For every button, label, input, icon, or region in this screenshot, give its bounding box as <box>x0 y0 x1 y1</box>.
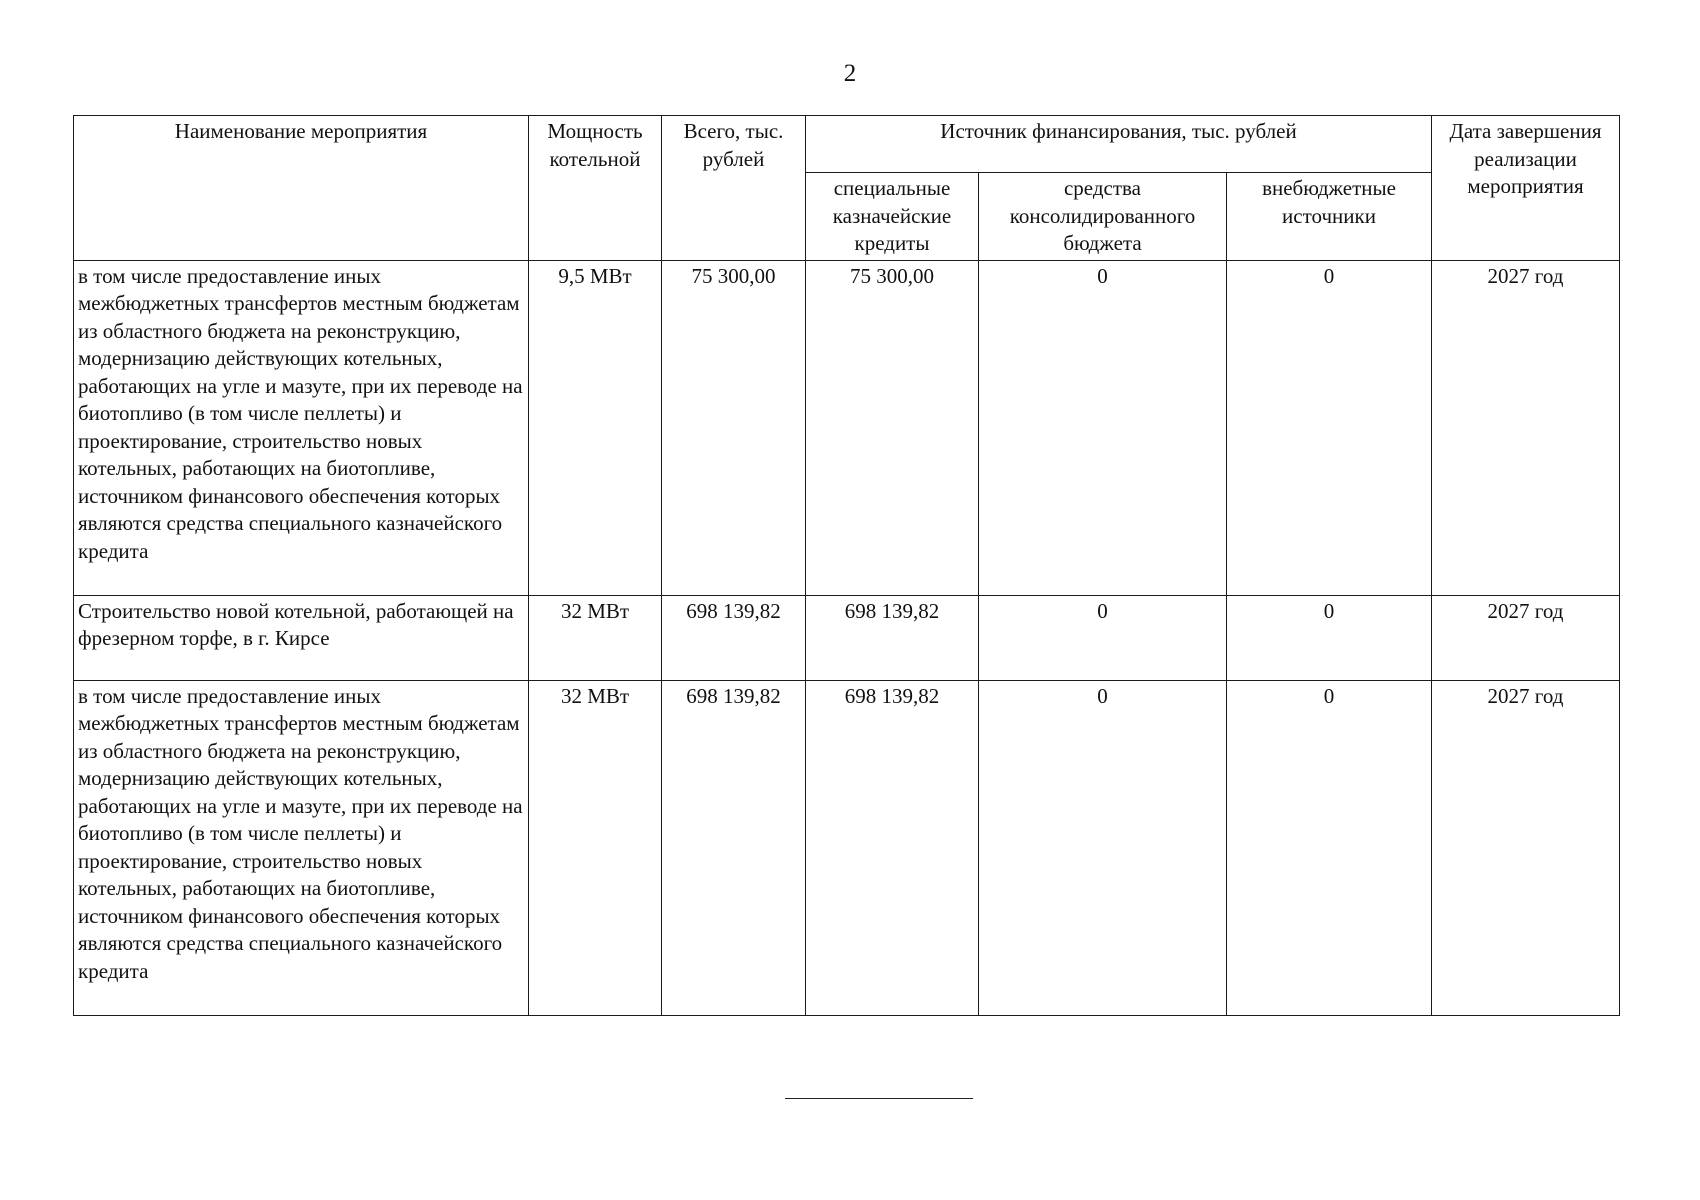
cell-budget: 0 <box>979 680 1227 1015</box>
financing-table <box>73 115 1620 1016</box>
header-total: Всего, тыс. рублей <box>662 116 806 261</box>
table-row <box>74 595 1620 680</box>
cell-offbudget: 0 <box>1227 595 1432 680</box>
cell-credits: 698 139,82 <box>806 680 979 1015</box>
cell-offbudget: 0 <box>1227 260 1432 595</box>
end-separator-line <box>785 1098 973 1099</box>
page-number: 2 <box>843 60 857 87</box>
header-source-group: Источник финансирования, тыс. рублей <box>806 116 1432 173</box>
header-date: Дата завершения реализации мероприятия <box>1432 116 1620 261</box>
cell-date: 2027 год <box>1432 260 1620 595</box>
header-row-top <box>74 116 1620 173</box>
cell-total: 698 139,82 <box>662 595 806 680</box>
header-source-offbudget: внебюджетные источники <box>1227 173 1432 261</box>
header-name: Наименование мероприятия <box>74 116 529 261</box>
cell-total: 75 300,00 <box>662 260 806 595</box>
cell-name: в том числе предоставление иных межбюджетных трансфертов местным бюджетам из областного бюджета на реконструкцию, модернизацию действующих котельных, работающих на угле и мазуте, при их переводе на биотопливо (в том числе пеллеты) и проектирование, строительство новых котельных, работающих на биотопливе, источником финансового обеспечения которых являются средства специального казначейского кредита <box>74 680 529 1015</box>
table-row <box>74 680 1620 1015</box>
header-source-credits: специальные казначейские кредиты <box>806 173 979 261</box>
cell-offbudget: 0 <box>1227 680 1432 1015</box>
cell-budget: 0 <box>979 260 1227 595</box>
cell-date: 2027 год <box>1432 595 1620 680</box>
cell-name: Строительство новой котельной, работающей на фрезерном торфе, в г. Кирсе <box>74 595 529 680</box>
cell-budget: 0 <box>979 595 1227 680</box>
cell-date: 2027 год <box>1432 680 1620 1015</box>
cell-power: 32 МВт <box>529 680 662 1015</box>
cell-credits: 75 300,00 <box>806 260 979 595</box>
cell-name: в том числе предоставление иных межбюджетных трансфертов местным бюджетам из областного бюджета на реконструкцию, модернизацию действующих котельных, работающих на угле и мазуте, при их переводе на биотопливо (в том числе пеллеты) и проектирование, строительство новых котельных, работающих на биотопливе, источником финансового обеспечения которых являются средства специального казначейского кредита <box>74 260 529 595</box>
cell-power: 32 МВт <box>529 595 662 680</box>
cell-power: 9,5 МВт <box>529 260 662 595</box>
header-power: Мощность котельной <box>529 116 662 261</box>
cell-credits: 698 139,82 <box>806 595 979 680</box>
header-source-budget: средства консолидированного бюджета <box>979 173 1227 261</box>
table-row <box>74 260 1620 595</box>
cell-total: 698 139,82 <box>662 680 806 1015</box>
